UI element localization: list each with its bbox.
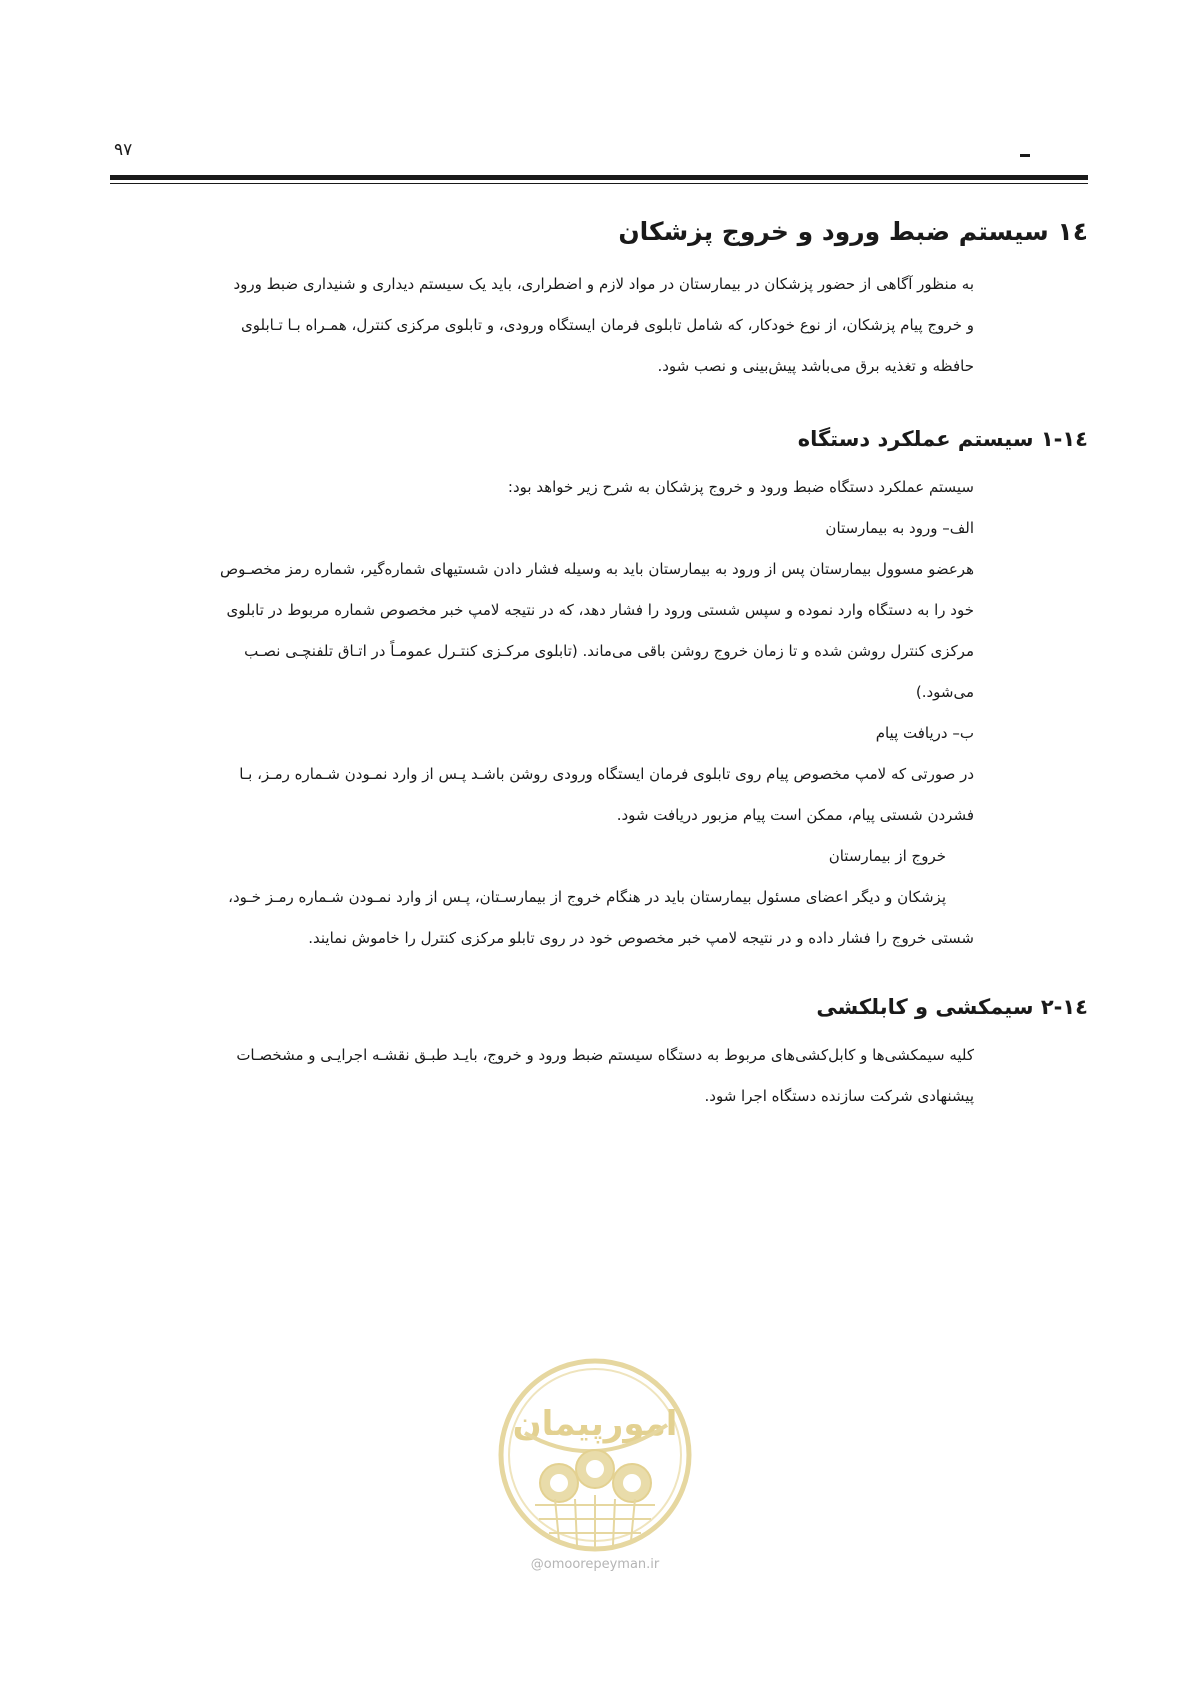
paragraph-line: هرعضو مسوول بیمارستان پس از ورود به بیمارستان باید به وسیله فشار دادن شستیهای شماره‌گیر، شماره رمز مخصـوص — [220, 560, 974, 578]
paragraph-line: و خروج پیام پزشکان، از نوع خودکار، که شامل تابلوی فرمان ایستگاه ورودی، و تابلوی مرکزی کنترل، همـراه بـا تـابلوی — [241, 316, 974, 334]
section-intro — [112, 264, 974, 387]
paragraph-line: فشردن شستی پیام، ممکن است پیام مزبور دریافت شود. — [616, 806, 974, 824]
list-heading: ب– دریافت پیام — [875, 724, 974, 742]
paragraph-line: پیشنهادی شرکت سازنده دستگاه اجرا شود. — [704, 1087, 974, 1105]
watermark-caption: @omoorepeyman.ir — [530, 1557, 660, 1572]
watermark-logo — [490, 1355, 700, 1572]
subsection-2-body — [112, 1035, 974, 1117]
section-title: ١٤ سیستم ضبط ورود و خروج پزشکان — [618, 217, 1088, 246]
list-heading: خروج از بیمارستان — [828, 847, 946, 865]
header-rule-thin — [110, 183, 1088, 184]
header-rule-thick — [110, 175, 1088, 180]
paragraph-line: به منظور آگاهی از حضور پزشکان در بیمارستان در مواد لازم و اضطراری، باید یک سیستم دیداری و شنیداری ضبط ورود — [233, 275, 974, 293]
header-mark — [1020, 154, 1030, 157]
subsection-title-2: ١٤-٢ سیمکشی و کابلکشی — [816, 995, 1088, 1019]
paragraph-line: مرکزی کنترل روشن شده و تا زمان خروج روشن باقی می‌ماند. (تابلوی مرکـزی کنتـرل عمومـاً در اتـاق تلفنچـی نصـب — [244, 642, 974, 660]
list-heading: الف– ورود به بیمارستان — [825, 519, 974, 537]
subsection-title-1: ١٤-١ سیستم عملکرد دستگاه — [797, 427, 1088, 451]
watermark-seal-icon — [495, 1355, 695, 1555]
paragraph-line: خود را به دستگاه وارد نموده و سپس شستی ورود را فشار دهد، که در نتیجه لامپ خبر مخصوص شماره مربوط در تابلوی — [226, 601, 974, 619]
page-number: ۹۷ — [114, 140, 133, 160]
main-content — [112, 212, 1088, 1117]
paragraph-line: شستی خروج را فشار داده و در نتیجه لامپ خبر مخصوص خود در روی تابلو مرکزی کنترل را خاموش نمایند. — [308, 929, 974, 947]
paragraph-line: سیستم عملکرد دستگاه ضبط ورود و خروج پزشکان به شرح زیر خواهد بود: — [507, 478, 974, 496]
paragraph-line: پزشکان و دیگر اعضای مسئول بیمارستان باید در هنگام خروج از بیمارسـتان، پـس از وارد نمـودن شـماره رمـز خـود، — [228, 888, 946, 906]
subsection-1-body — [112, 467, 974, 959]
paragraph-line: در صورتی که لامپ مخصوص پیام روی تابلوی فرمان ایستگاه ورودی روشن باشـد پـس از وارد نمـودن شـماره رمـز، بـا — [239, 765, 974, 783]
paragraph-line: حافظه و تغذیه برق می‌باشد پیش‌بینی و نصب شود. — [657, 357, 974, 375]
paragraph-line: کلیه سیمکشی‌ها و کابل‌کشی‌های مربوط به دستگاه سیستم ضبط ورود و خروج، بایـد طبـق نقشـه اجرایـی و مشخصـات — [236, 1046, 974, 1064]
paragraph-line: می‌شود.) — [915, 683, 974, 701]
watermark-logo-text: امورپیمان — [512, 1404, 678, 1444]
